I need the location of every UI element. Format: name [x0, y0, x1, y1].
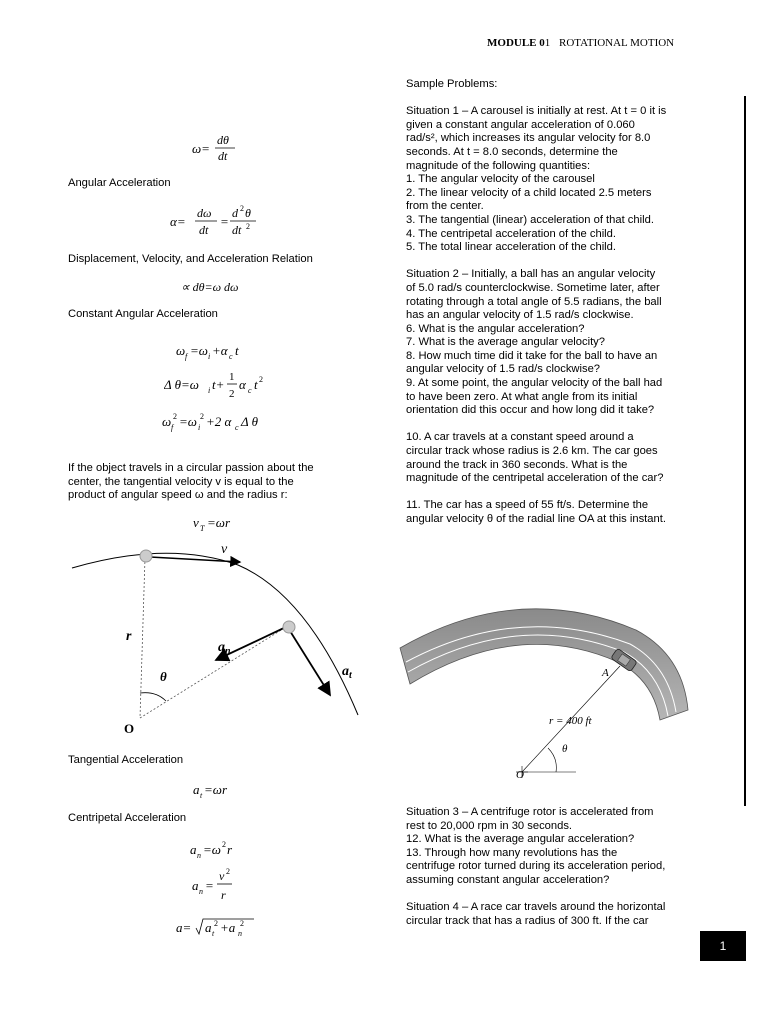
svg-text:t: t	[254, 377, 258, 392]
svg-text:f: f	[171, 423, 174, 432]
svg-text:c: c	[235, 423, 239, 432]
text-line: circular track that has a radius of 300 ft. If the car	[406, 914, 649, 927]
equation-const-1-graphic	[176, 340, 266, 362]
svg-text:t: t	[200, 791, 203, 800]
svg-text:r: r	[227, 842, 233, 857]
circular-paragraph-line: If the object travels in a circular passion about the	[68, 462, 314, 474]
svg-text:a=: a=	[176, 920, 192, 935]
particle-top	[140, 550, 152, 562]
text-line: 3. The tangential (linear) acceleration of that child.	[406, 213, 654, 226]
label-origin: O	[124, 721, 135, 736]
svg-text:1: 1	[229, 371, 235, 383]
equation-const-3	[162, 410, 282, 439]
equation-omega	[192, 132, 252, 170]
equation-total-a	[176, 915, 266, 946]
situation-3	[406, 806, 706, 888]
svg-text:a: a	[190, 842, 197, 857]
svg-text:d: d	[232, 206, 238, 220]
svg-text:α: α	[239, 377, 246, 392]
situation-1	[406, 105, 706, 255]
text-line: magnitude of the following quantities:	[406, 159, 591, 172]
svg-text:+a: +a	[220, 920, 236, 935]
text-line: 10. A car travels at a constant speed around a	[406, 431, 634, 444]
svg-text:dt: dt	[232, 223, 242, 237]
text-line: magnitude of the centripetal acceleration of the car?	[406, 472, 664, 485]
svg-text:α=: α=	[170, 214, 186, 229]
text-line: around the track in 360 seconds. What is the	[406, 458, 628, 471]
equation-const-1	[176, 340, 266, 367]
situation-2	[406, 268, 706, 418]
text-line: 12. What is the average angular acceleration?	[406, 833, 635, 846]
problem-10	[406, 431, 706, 485]
text-line: 9. At some point, the angular velocity of the ball had	[406, 377, 663, 390]
svg-text:i: i	[198, 423, 201, 432]
svg-text:v: v	[193, 515, 199, 530]
circular-paragraph	[68, 462, 368, 503]
svg-text:=: =	[220, 214, 229, 229]
text-line: 6. What is the angular acceleration?	[406, 322, 585, 335]
svg-text:2: 2	[246, 222, 250, 231]
text-line: seconds. At t = 8.0 seconds, determine the	[406, 145, 618, 158]
track-figure	[398, 600, 694, 784]
svg-text:dθ: dθ	[217, 133, 229, 147]
equation-total-a-graphic	[176, 915, 266, 941]
text-line: from the center.	[406, 200, 484, 213]
situation-4	[406, 901, 706, 928]
label-r: r	[126, 629, 132, 644]
label-theta: θ	[160, 669, 167, 684]
svg-text:i: i	[208, 386, 211, 395]
svg-text:=ωr: =ωr	[207, 515, 231, 530]
page-number: 1	[700, 931, 746, 961]
text-line: angular velocity of 1.5 rad/s clockwise?	[406, 363, 601, 376]
circular-paragraph-line: product of angular speed ω and the radius r:	[68, 489, 288, 502]
svg-text:dt: dt	[218, 149, 228, 163]
svg-text:2: 2	[200, 412, 204, 421]
later-problems	[406, 806, 706, 928]
svg-text:2: 2	[222, 840, 226, 849]
svg-text:=ω: =ω	[190, 343, 208, 358]
svg-text:r: r	[221, 888, 226, 902]
sample-problems	[406, 78, 706, 540]
text-line: rotating through a total angle of 5.5 radians, the ball	[406, 295, 662, 308]
equation-an-2-graphic	[192, 868, 252, 906]
svg-text:t: t	[212, 929, 215, 938]
module-number: 1	[544, 37, 551, 49]
svg-text:a: a	[193, 782, 200, 797]
text-line: given a constant angular acceleration of 0.060	[406, 118, 635, 131]
equation-alpha	[170, 204, 270, 247]
svg-text:ω: ω	[162, 414, 172, 429]
angular-acceleration-heading: Angular Acceleration	[68, 177, 171, 189]
svg-text:n: n	[238, 929, 242, 938]
svg-text:=ωr: =ωr	[204, 782, 228, 797]
track-band	[400, 609, 688, 720]
text-line: 8. How much time did it take for the ball to have an	[406, 349, 658, 362]
module-title: ROTATIONAL MOTION	[559, 37, 675, 49]
svg-text:a: a	[205, 920, 212, 935]
equation-omega-graphic	[192, 132, 252, 166]
svg-text:2: 2	[229, 388, 235, 400]
label-origin-track: O	[516, 769, 524, 781]
text-line: 1. The angular velocity of the carousel	[406, 173, 595, 186]
equation-an-1-graphic	[190, 838, 260, 862]
text-line: 13. Through how many revolutions has the	[406, 846, 618, 859]
svg-text:Δ θ=ω: Δ θ=ω	[164, 377, 199, 392]
velocity-arrow	[150, 557, 240, 562]
text-line: circular track whose radius is 2.6 km. The car goes	[406, 445, 658, 458]
svg-text:2: 2	[240, 204, 244, 213]
equation-an-2	[192, 868, 252, 911]
svg-text:+α: +α	[212, 343, 228, 358]
displacement-heading: Displacement, Velocity, and Acceleration Relation	[68, 253, 313, 265]
theta-arc	[140, 693, 166, 701]
svg-text:+2 α: +2 α	[206, 414, 232, 429]
margin-rule	[744, 96, 746, 806]
svg-text:2: 2	[173, 412, 177, 421]
text-line: Situation 1 – A carousel is initially at rest. At t = 0 it is	[406, 105, 667, 118]
svg-text:=ω: =ω	[179, 414, 197, 429]
svg-text:f: f	[185, 352, 188, 361]
svg-text:t: t	[235, 343, 239, 358]
text-line: 7. What is the average angular velocity?	[406, 336, 605, 349]
equation-alpha-graphic	[170, 204, 270, 242]
equation-relation: ∝ dθ=ω dω	[181, 280, 239, 294]
text-line: to have been zero. At what angle from its initial	[406, 390, 638, 403]
svg-text:2: 2	[226, 868, 230, 876]
text-line: rest to 20,000 rpm in 30 seconds.	[406, 819, 573, 832]
svg-text:a: a	[192, 878, 199, 893]
text-line: rad/s², which increases its angular velocity for 8.0	[406, 132, 651, 145]
label-an: $a_n$	[218, 640, 231, 657]
sample-heading: Sample Problems:	[406, 78, 498, 90]
equation-at-graphic	[193, 779, 253, 801]
svg-text:2: 2	[240, 919, 244, 928]
svg-text:ω: ω	[176, 343, 186, 358]
text-line: 2. The linear velocity of a child located 2.5 meters	[406, 186, 652, 199]
label-A: A	[602, 667, 609, 679]
equation-an-1	[190, 838, 260, 867]
svg-text:c: c	[229, 352, 233, 361]
svg-text:t+: t+	[212, 377, 225, 392]
svg-text:θ: θ	[245, 206, 251, 220]
text-line: of 5.0 rad/s counterclockwise. Sometime later, after	[406, 281, 660, 294]
label-theta-track: θ	[562, 743, 568, 755]
equation-const-3-graphic	[162, 410, 282, 434]
text-line: Situation 4 – A race car travels around the horizontal	[406, 901, 666, 914]
text-line: assuming constant angular acceleration?	[406, 873, 610, 886]
circular-paragraph-line: center, the tangential velocity v is equal to the	[68, 475, 294, 488]
particle-side	[283, 621, 295, 633]
text-line: 4. The centripetal acceleration of the child.	[406, 227, 616, 240]
svg-text:n: n	[199, 887, 203, 896]
text-line: 5. The total linear acceleration of the child.	[406, 241, 616, 254]
equation-const-2-graphic	[164, 369, 284, 403]
svg-text:c: c	[248, 386, 252, 395]
equation-const-2	[164, 369, 284, 408]
svg-text:=: =	[205, 878, 214, 893]
label-radius: r = 400 ft	[549, 715, 592, 727]
svg-text:2: 2	[259, 375, 263, 384]
text-line: has an angular velocity of 1.5 rad/s clockwise.	[406, 309, 634, 322]
circular-motion-diagram	[68, 535, 368, 740]
tangential-acceleration-arrow	[290, 631, 330, 695]
text-line: Situation 2 – Initially, a ball has an angular velocity	[406, 268, 656, 281]
equation-vt-graphic	[193, 512, 253, 534]
text-line: centrifuge rotor turned during its acceleration period,	[406, 860, 666, 873]
text-line: 11. The car has a speed of 55 ft/s. Determine the	[406, 499, 649, 512]
svg-text:dt: dt	[199, 223, 209, 237]
svg-text:n: n	[197, 851, 201, 860]
theta-arc-track	[548, 748, 556, 772]
svg-text:T: T	[200, 524, 205, 533]
svg-text:2: 2	[214, 919, 218, 928]
text-line: angular velocity θ of the radial line OA at this instant.	[406, 513, 666, 525]
label-at: $a_t$	[342, 664, 352, 681]
circular-path-arc	[72, 553, 358, 715]
equation-at	[193, 779, 253, 806]
radius-line	[140, 558, 145, 718]
svg-text:v: v	[219, 869, 225, 883]
module-label: MODULE 0	[487, 37, 545, 49]
svg-text:Δ θ: Δ θ	[241, 414, 259, 429]
svg-text:i: i	[208, 352, 211, 361]
centripetal-heading: Centripetal Acceleration	[68, 812, 187, 824]
problem-11	[406, 499, 706, 526]
svg-text:ω=: ω=	[192, 141, 210, 156]
text-line: orientation did this occur and how long did it take?	[406, 404, 655, 417]
svg-text:dω: dω	[197, 206, 212, 220]
text-line: Situation 3 – A centrifuge rotor is accelerated from	[406, 806, 654, 818]
page-header	[487, 37, 674, 49]
tangential-heading: Tangential Acceleration	[68, 754, 184, 766]
svg-text:=ω: =ω	[203, 842, 221, 857]
constant-angular-heading: Constant Angular Acceleration	[68, 308, 218, 320]
label-v: v	[221, 542, 228, 557]
